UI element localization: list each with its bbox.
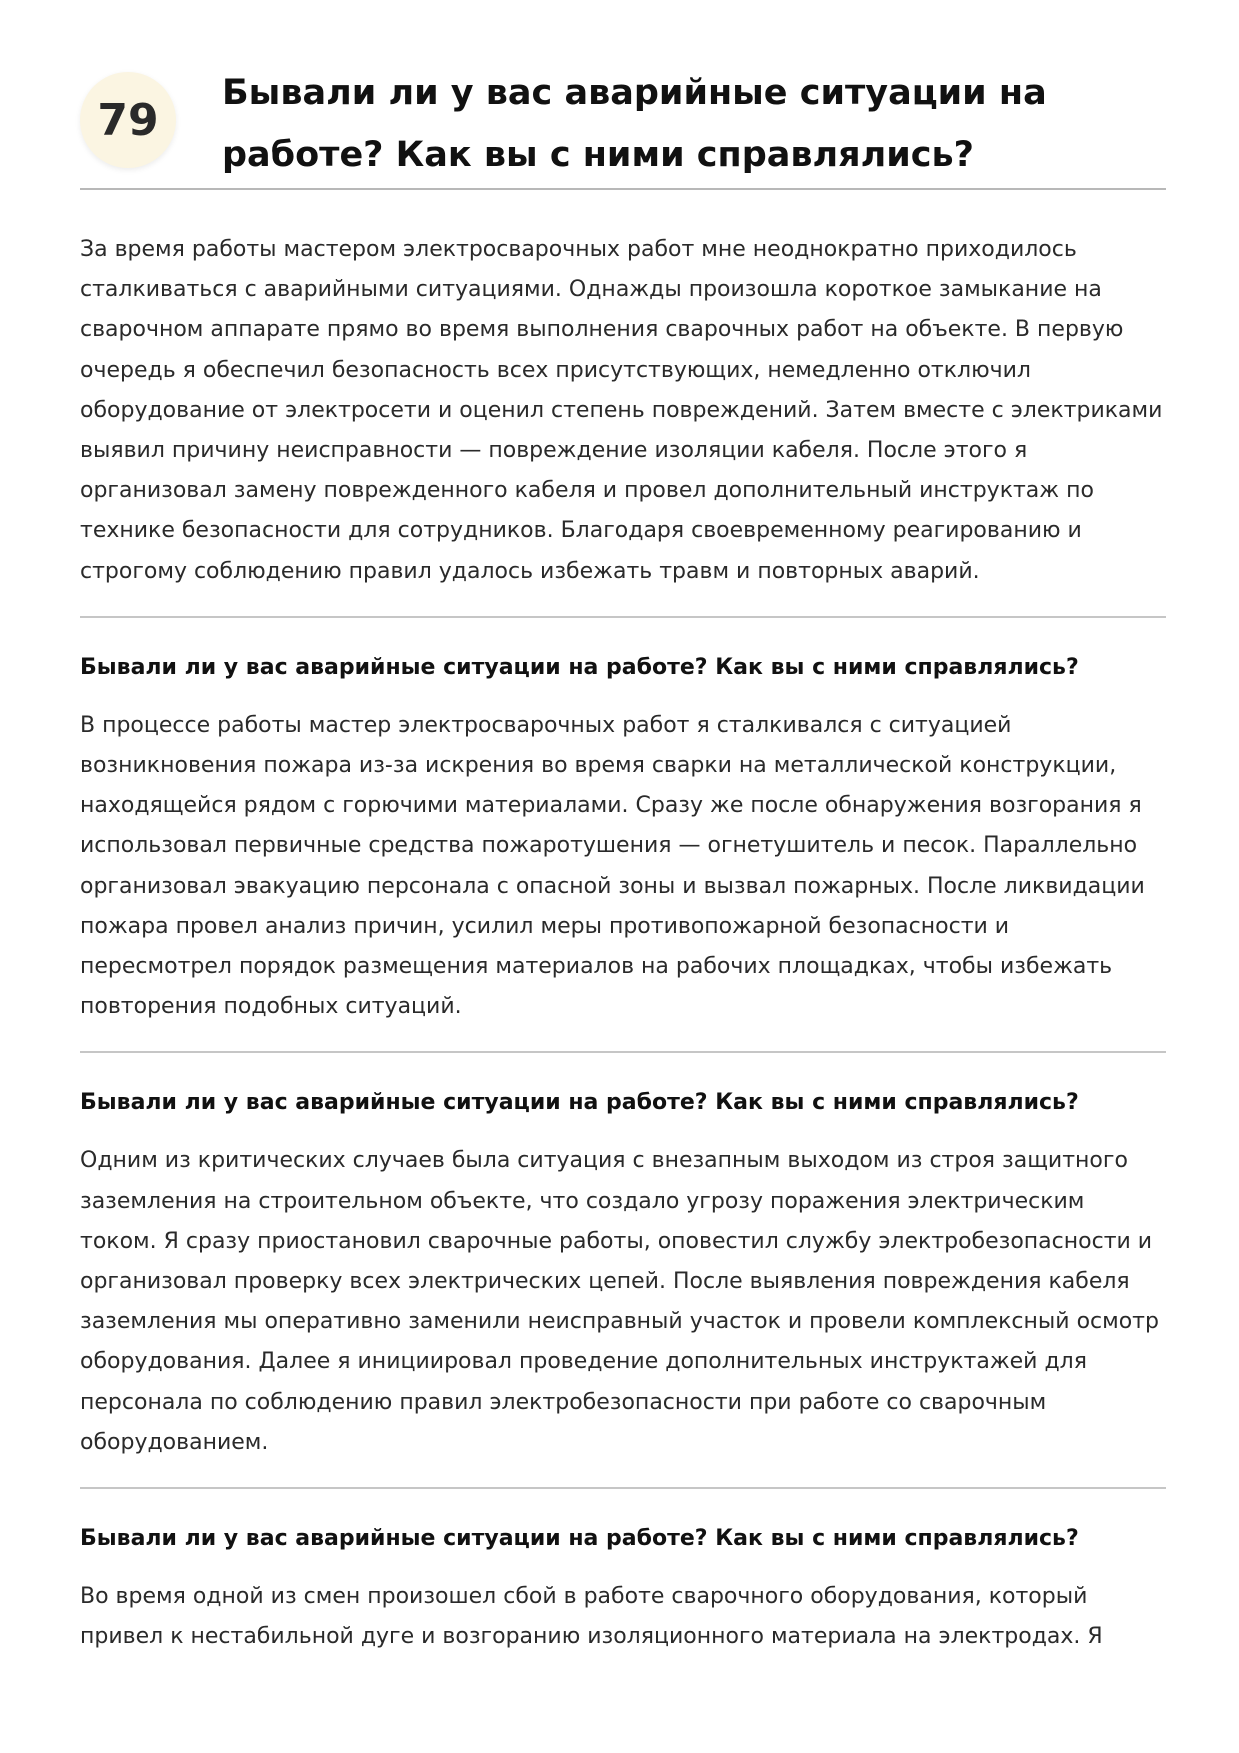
title-divider bbox=[80, 188, 1166, 190]
qa-section bbox=[80, 648, 1166, 1028]
question-number-badge: 79 bbox=[80, 72, 176, 168]
section-answer: В процессе работы мастер электросварочных работ я сталкивался с ситуацией возникновения пожара из-за искрения во время сварки на металлической конструкции, находящейся рядом с горючими материалами. Сразу же после обнаружения возгорания я использовал первичные средства пожаротушения — огнетушитель и песок. Параллельно организовал эвакуацию персонала с опасной зоны и вызвал пожарных. После ликвидации пожара провел анализ причин, усилил меры противопожарной безопасности и пересмотрел порядок размещения материалов на рабочих площадках, чтобы избежать повторения подобных ситуаций. bbox=[80, 712, 1145, 1020]
section-question: Бывали ли у вас аварийные ситуации на работе? Как вы с ними справлялись? bbox=[80, 1090, 1079, 1116]
section-question: Бывали ли у вас аварийные ситуации на работе? Как вы с ними справлялись? bbox=[80, 654, 1079, 680]
section-divider bbox=[80, 1051, 1166, 1053]
section-answer: Одним из критических случаев была ситуация с внезапным выходом из строя защитного заземления на строительном объекте, что создало угрозу поражения электрическим током. Я сразу приостановил сварочные работы, оповестил службу электробезопасности и организовал проверку всех электрических цепей. После выявления повреждения кабеля заземления мы оперативно заменили неисправный участок и провели комплексный осмотр оборудования. Далее я инициировал проведение дополнительных инструктажей для персонала по соблюдению правил электробезопасности при работе со сварочным оборудованием. bbox=[80, 1148, 1159, 1455]
qa-section bbox=[80, 1519, 1166, 1657]
section-question: Бывали ли у вас аварийные ситуации на работе? Как вы с ними справлялись? bbox=[80, 1526, 1079, 1552]
content bbox=[80, 230, 1166, 1657]
page-title: Бывали ли у вас аварийные ситуации на работе? Как вы с ними справлялись? bbox=[222, 73, 1047, 175]
section-divider bbox=[80, 1487, 1166, 1489]
intro-answer: За время работы мастером электросварочных работ мне неоднократно приходилось сталкиваться с аварийными ситуациями. Однажды произошла короткое замыкание на сварочном аппарате прямо во время выполнения сварочных работ на объекте. В первую очередь я обеспечил безопасность всех присутствующих, немедленно отключил оборудование от электросети и оценил степень повреждений. Затем вместе с электриками выявил причину неисправности — повреждение изоляции кабеля. После этого я организовал замену поврежденного кабеля и провел дополнительный инструктаж по технике безопасности для сотрудников. Благодаря своевременному реагированию и строгому соблюдению правил удалось избежать травм и повторных аварий. bbox=[80, 237, 1163, 584]
section-answer: Во время одной из смен произошел сбой в работе сварочного оборудования, который привел к нестабильной дуге и возгоранию изоляционного материала на электродах. Я bbox=[80, 1584, 1103, 1650]
section-divider bbox=[80, 616, 1166, 618]
qa-section bbox=[80, 1083, 1166, 1463]
page-header bbox=[80, 52, 1166, 192]
